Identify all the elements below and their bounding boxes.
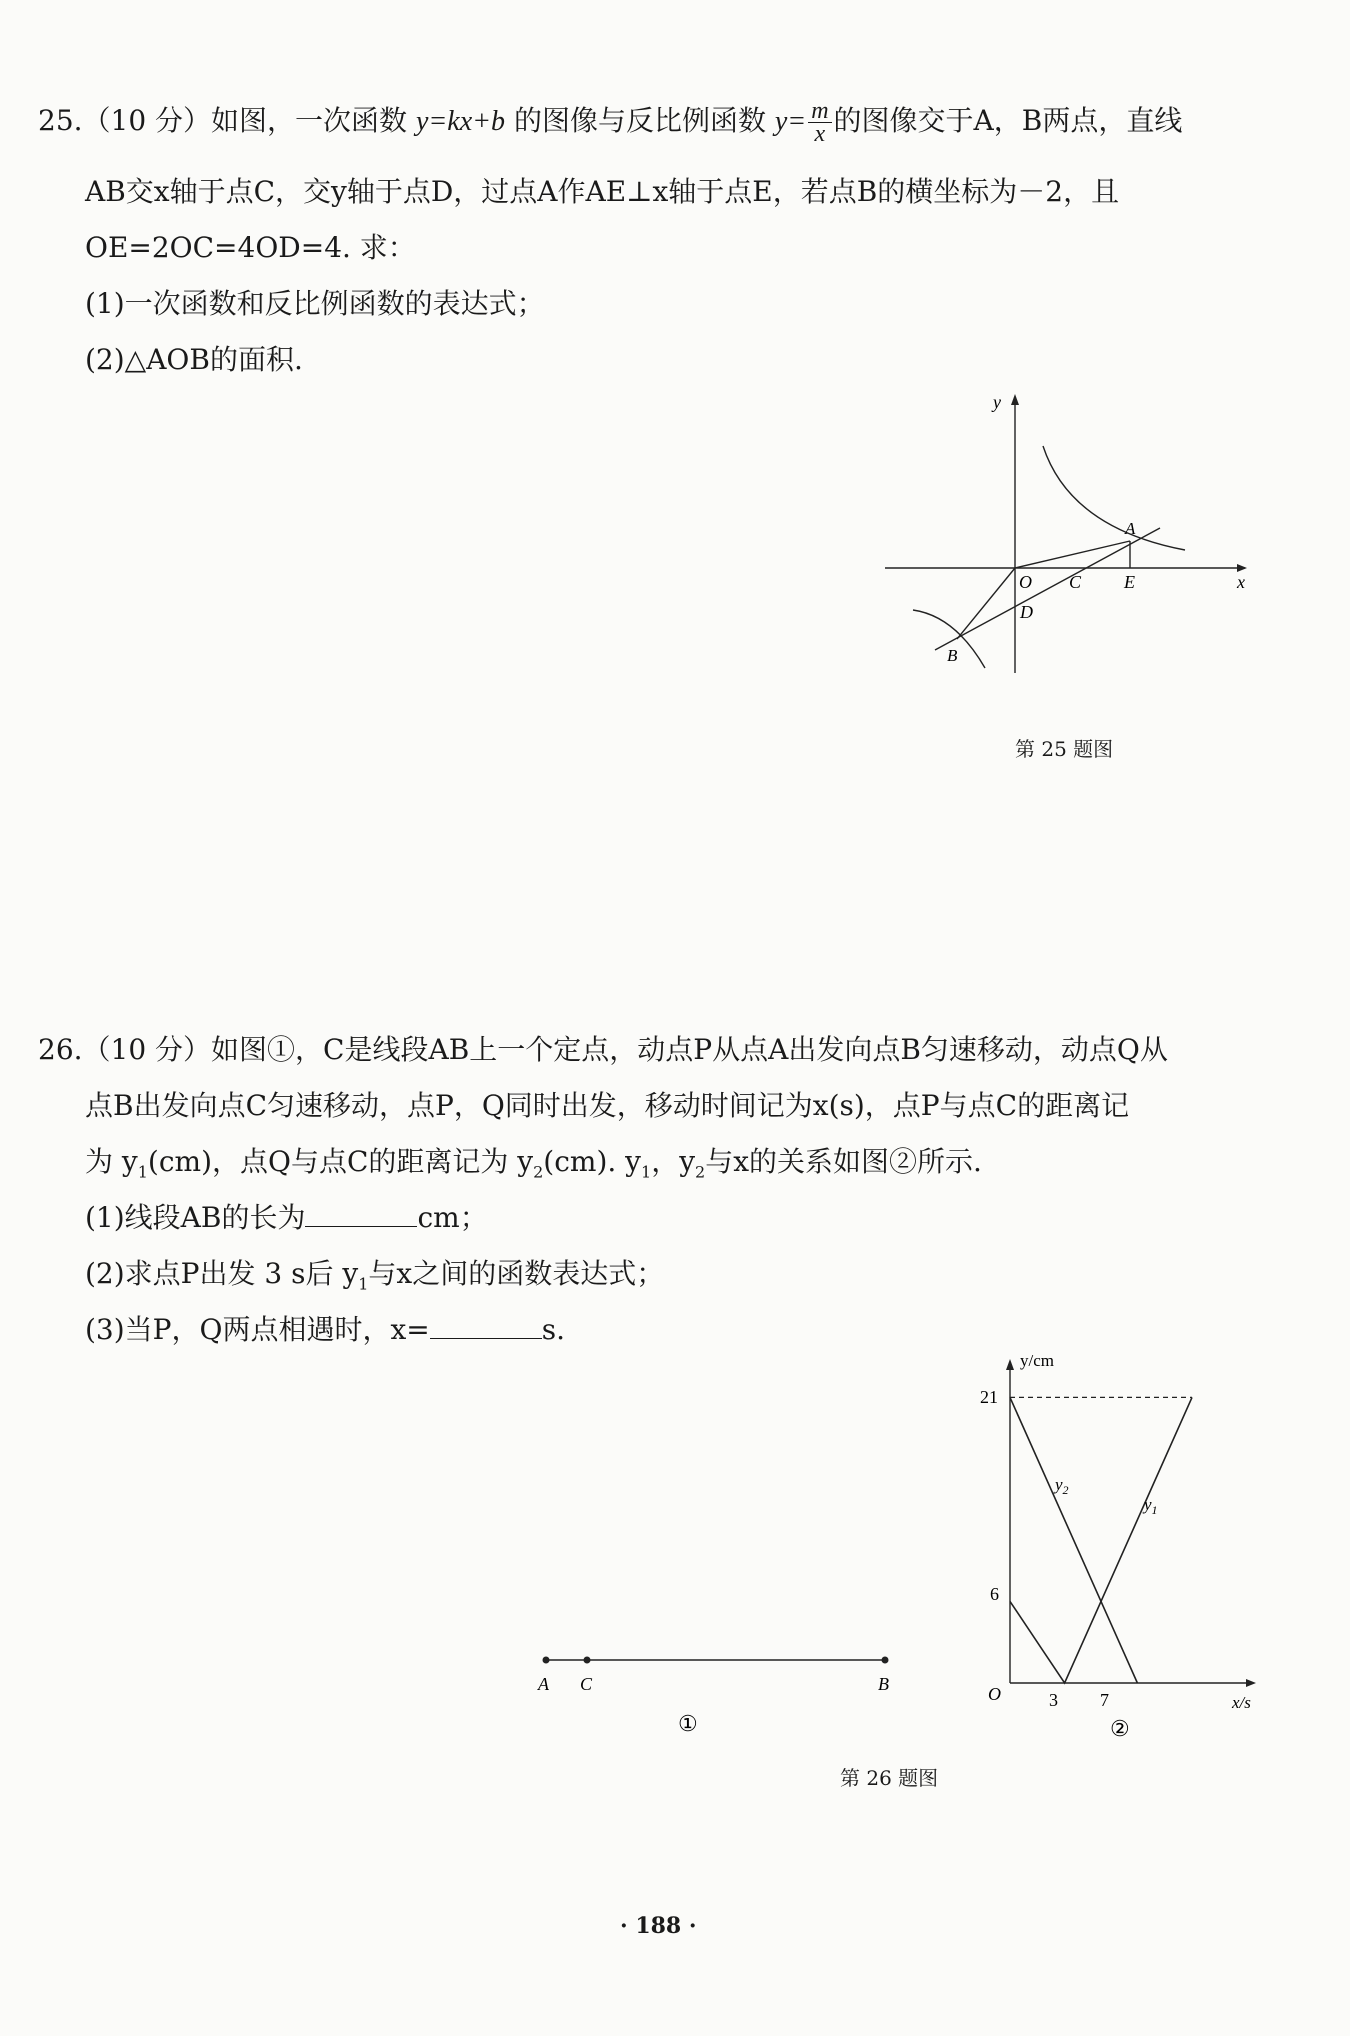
label-x: x (1237, 572, 1245, 592)
label-o: O (1019, 572, 1032, 592)
q25-line1: 25.（10 分）如图，一次函数 y=kx+b 的图像与反比例函数 y= $\frac{m}{x}$ 的图像交于A，B两点，直线 (38, 98, 1183, 147)
q25-part1: (1)一次函数和反比例函数的表达式； (85, 287, 545, 320)
figure-25 (885, 388, 1255, 678)
label-b: B (947, 646, 958, 665)
q26-line1: 26.（10 分）如图①，C是线段AB上一个定点，动点P从点A出发向点B匀速移动，动点Q从 (38, 1033, 1168, 1066)
q26-part1: (1)线段AB的长为 cm； (85, 1201, 488, 1234)
figure-label-2: ② (1110, 1716, 1130, 1741)
hyperbola-branch-1 (1043, 446, 1185, 550)
chart-tick-6: 6 (990, 1584, 999, 1604)
figure-25-caption: 第 25 题图 (1015, 737, 1114, 761)
chart-tick-7: 7 (1100, 1690, 1109, 1710)
chart-tick-21: 21 (980, 1387, 998, 1407)
q26-line2: 点B出发向点C匀速移动，点P，Q同时出发，移动时间记为x(s)，点P与点C的距离记 (85, 1089, 1130, 1122)
series-line-y1 (1010, 1397, 1192, 1683)
label-a: A (538, 1674, 549, 1694)
q25-line3: OE=2OC=4OD=4. 求： (85, 231, 416, 264)
series-line-y2 (1010, 1397, 1137, 1683)
fraction-m-over-x: $\frac{m}{x}$ (808, 100, 831, 145)
chart-tick-3: 3 (1049, 1690, 1058, 1710)
q26-line3: 为 $y_1(cm)$，点Q与点C的距离记为 $y_2(cm)$. $y_1$，$y_2$与x的关系如图②所示. (85, 1145, 982, 1182)
chart-y-label: y/cm (1020, 1351, 1054, 1370)
chart-x-axis-arrow (1246, 1679, 1256, 1687)
figure-label-1: ① (678, 1711, 698, 1736)
answer-blank-1[interactable] (305, 1200, 417, 1227)
label-b: B (878, 1674, 889, 1694)
answer-blank-2[interactable] (430, 1312, 542, 1339)
point-b (882, 1657, 889, 1664)
figure-26-2-chart (970, 1348, 1270, 1748)
label-c: C (580, 1674, 593, 1694)
series-label-y2: $y_2$ (1055, 1475, 1069, 1497)
label-c: C (1069, 572, 1082, 592)
page-number: · 188 · (620, 1913, 697, 1939)
label-d: D (1020, 602, 1033, 622)
chart-origin: O (988, 1684, 1001, 1704)
label-e: E (1124, 572, 1135, 592)
q25-part2: (2)△AOB的面积. (85, 343, 303, 376)
label-y: y (993, 392, 1001, 412)
y-axis-arrow (1011, 394, 1019, 405)
segment-ob (957, 568, 1015, 639)
x-axis-arrow (1237, 564, 1247, 572)
chart-y-axis-arrow (1006, 1359, 1014, 1370)
q26-part3: (3)当P，Q两点相遇时，x= s. (85, 1313, 565, 1346)
segment-oa (1015, 541, 1130, 568)
point-a (543, 1657, 550, 1664)
chart-marks (1010, 1397, 1192, 1683)
figure-26-1 (530, 1640, 900, 1740)
figure-26-caption: 第 26 题图 (840, 1766, 939, 1790)
point-c (584, 1657, 591, 1664)
series-label-y1: $y_1$ (1144, 1495, 1158, 1517)
chart-x-label: x/s (1232, 1693, 1251, 1712)
label-a: A (1125, 519, 1136, 538)
q26-part2: (2)求点P出发 3 s后 $y_1$与x之间的函数表达式； (85, 1257, 665, 1294)
q25-line2: AB交x轴于点C，交y轴于点D，过点A作AE⊥x轴于点E，若点B的横坐标为－2，且 (85, 175, 1120, 208)
